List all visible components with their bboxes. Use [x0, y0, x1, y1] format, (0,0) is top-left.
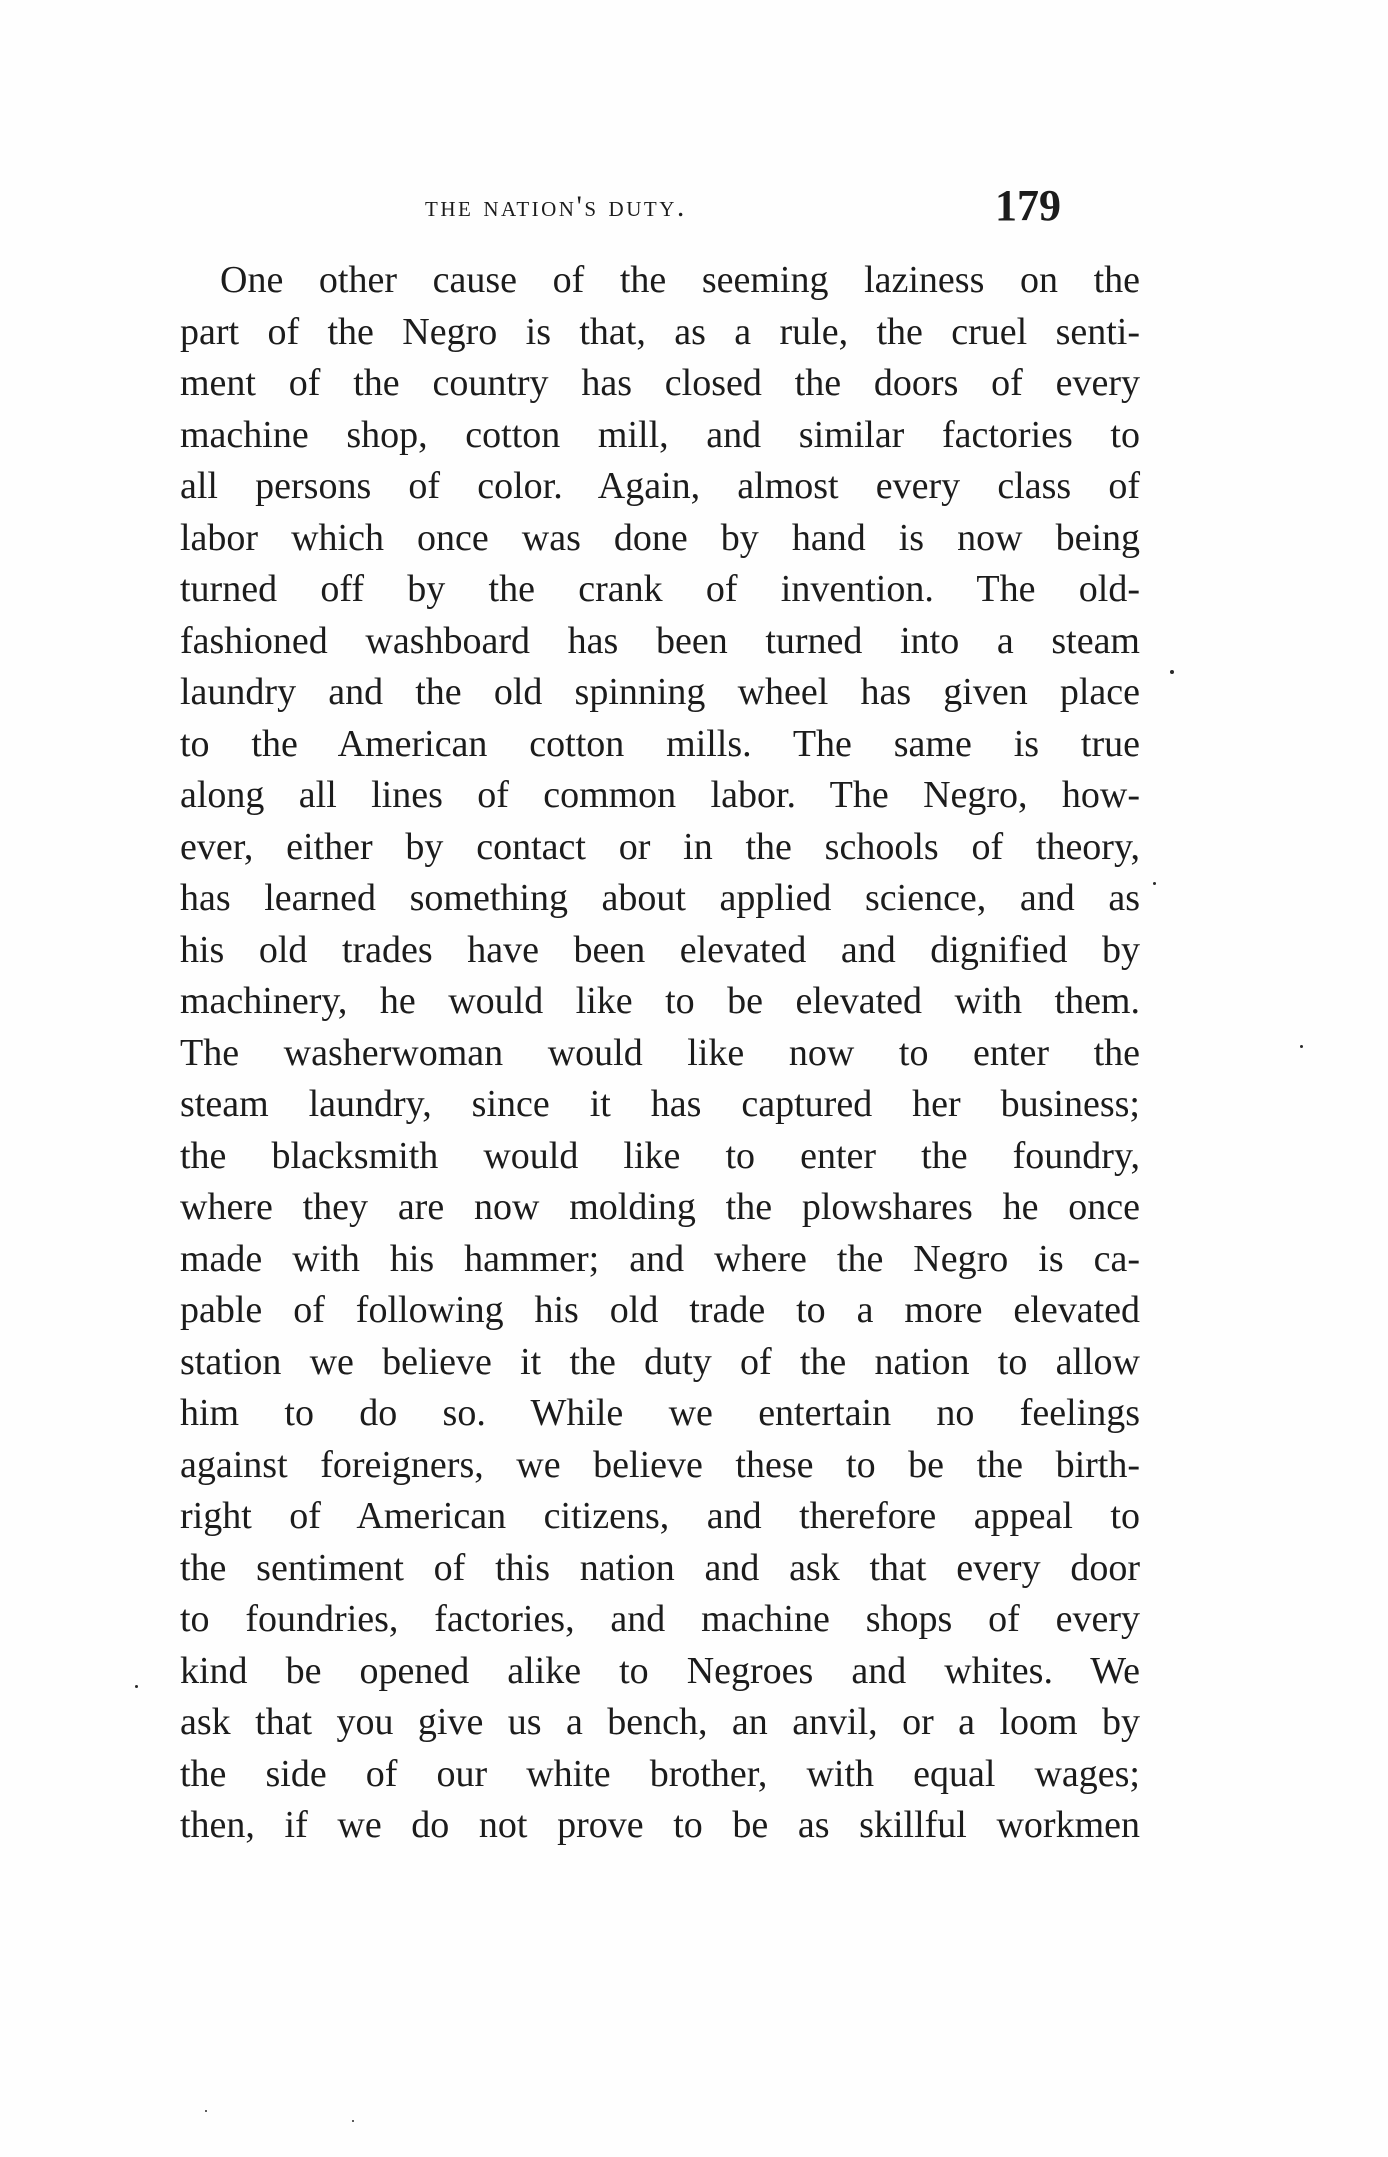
text-line: him to do so. While we entertain no feelings [180, 1392, 1140, 1434]
scan-speck [352, 2120, 354, 2122]
text-line: the sentiment of this nation and ask that every door [180, 1546, 1140, 1589]
scan-speck [1170, 670, 1174, 674]
text-line: the side of our white brother, with equal wages; [180, 1752, 1140, 1795]
text-line: all persons of color. Again, almost every class of [180, 465, 1140, 507]
text-line: machine shop, cotton mill, and similar factories to [180, 413, 1140, 456]
text-line: to the American cotton mills. The same is true [180, 722, 1140, 765]
text-line: right of American citizens, and therefore appeal to [180, 1495, 1140, 1537]
text-line: machinery, he would like to be elevated with them. [180, 980, 1140, 1022]
text-line: ment of the country has closed the doors of every [180, 362, 1140, 404]
text-line: has learned something about applied science, and as [180, 877, 1140, 919]
page-number: 179 [995, 181, 1061, 230]
running-head [180, 180, 1140, 240]
text-line: fashioned washboard has been turned into a steam [180, 619, 1140, 662]
running-title: the nation's duty. [425, 190, 687, 223]
scan-speck [205, 2110, 207, 2112]
text-line: ever, either by contact or in the schools of theory, [180, 825, 1140, 868]
text-line: turned off by the crank of invention. The old- [180, 568, 1140, 610]
text-line: steam laundry, since it has captured her business; [180, 1083, 1140, 1125]
body-paragraph [180, 255, 1140, 1852]
text-line: his old trades have been elevated and dignified by [180, 928, 1140, 971]
text-line: made with his hammer; and where the Negro is ca- [180, 1237, 1140, 1280]
scan-speck [135, 1685, 138, 1688]
text-line: where they are now molding the plowshares he once [180, 1186, 1140, 1228]
text-line: pable of following his old trade to a more elevated [180, 1289, 1140, 1331]
text-line: station we believe it the duty of the nation to allow [180, 1340, 1140, 1383]
text-line: The washerwoman would like now to enter the [180, 1031, 1140, 1074]
scan-speck [1153, 882, 1156, 885]
text-line: laundry and the old spinning wheel has given place [180, 671, 1140, 713]
text-line: along all lines of common labor. The Negro, how- [180, 774, 1140, 816]
text-line: the blacksmith would like to enter the foundry, [180, 1134, 1140, 1177]
scan-speck [1300, 1045, 1303, 1048]
text-line: to foundries, factories, and machine shops of every [180, 1598, 1140, 1640]
text-line: One other cause of the seeming laziness on the [220, 259, 1140, 301]
text-line: kind be opened alike to Negroes and whites. We [180, 1649, 1140, 1692]
text-line: labor which once was done by hand is now being [180, 516, 1140, 559]
text-line: ask that you give us a bench, an anvil, or a loom by [180, 1701, 1140, 1743]
text-line: then, if we do not prove to be as skillful workmen [180, 1804, 1140, 1846]
text-line: part of the Negro is that, as a rule, the cruel senti- [180, 310, 1140, 353]
text-line: against foreigners, we believe these to be the birth- [180, 1443, 1140, 1486]
